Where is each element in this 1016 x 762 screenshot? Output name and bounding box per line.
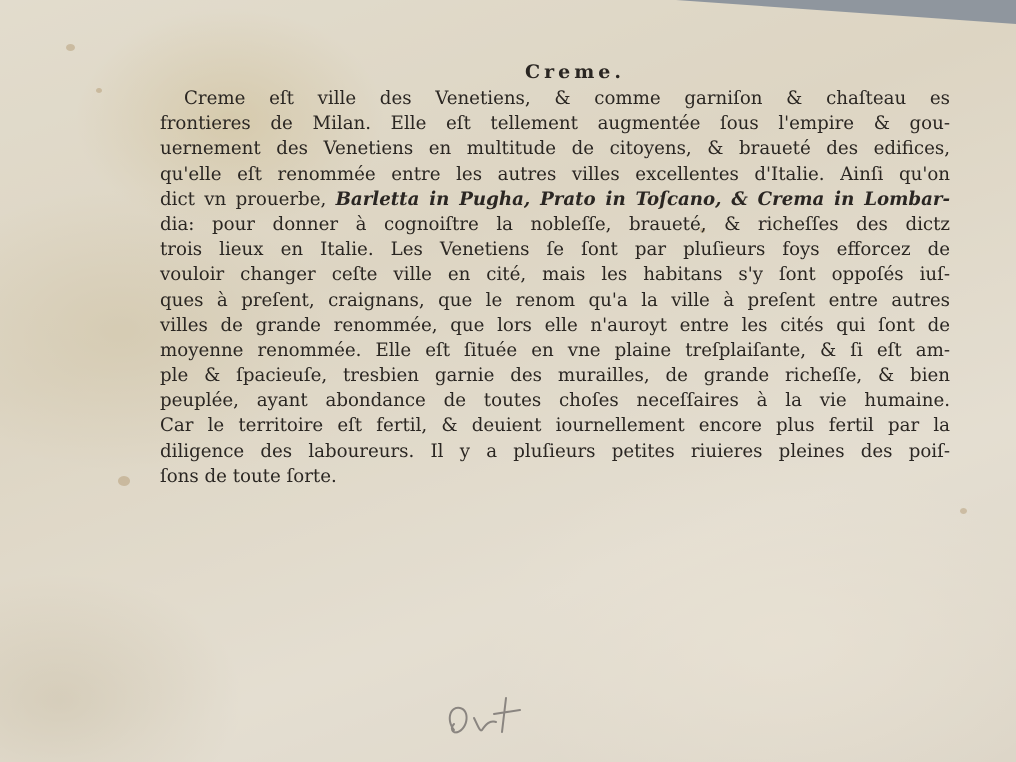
- text-line: villes de grande renommée, que lors elle n'auroyt entre les cités qui ſont de: [160, 314, 950, 336]
- text-line-proverb: [160, 187, 950, 212]
- foxing-spot: [96, 88, 102, 93]
- text-line: ques à preſent, craignans, que le renom qu'a la ville à preſent entre autres: [160, 289, 950, 311]
- page-heading: Creme.: [524, 61, 626, 83]
- foxing-spot: [960, 508, 967, 514]
- foxing-spot: [118, 476, 130, 486]
- text-line: moyenne renommée. Elle eſt ſituée en vne plaine treſplaiſante, & ſi eſt am-: [160, 339, 950, 361]
- text-line: dia: pour donner à cognoiſtre la nobleſſe, braueté, & richeſſes des dictz: [160, 213, 950, 235]
- proverb-italic: Barletta in Pugha, Prato in Toſcano, & Crema in Lombar-: [335, 188, 950, 210]
- text-line: ſons de toute ſorte.: [160, 465, 337, 487]
- pencil-mark: [440, 692, 530, 742]
- text-line: trois lieux en Italie. Les Venetiens ſe ſont par pluſieurs foys efforcez de: [160, 239, 950, 261]
- text-line: frontieres de Milan. Elle eſt tellement augmentée ſous l'empire & gou-: [160, 113, 950, 135]
- text-line: Car le territoire eſt fertil, & deuient iournellement encore plus fertil par la: [160, 415, 950, 437]
- text-line: Creme eſt ville des Venetiens, & comme garniſon & chaſteau es: [184, 88, 950, 109]
- text-line: peuplée, ayant abondance de toutes choſes neceſſaires à la vie humaine.: [160, 390, 950, 412]
- text-line: diligence des laboureurs. Il y a pluſieurs petites riuieres pleines des poiſ-: [160, 440, 950, 462]
- text-line: uernement des Venetiens en multitude de citoyens, & braueté des edifices,: [160, 138, 950, 160]
- foxing-spot: [66, 44, 75, 51]
- proverb-lead: dict vn prouerbe,: [160, 188, 336, 210]
- text-line: vouloir changer ceſte ville en cité, mais les habitans s'y ſont oppoſés iuſ-: [160, 264, 950, 286]
- background-corner: [676, 0, 1016, 24]
- text-line: qu'elle eſt renommée entre les autres villes excellentes d'Italie. Ainſi qu'on: [160, 163, 950, 185]
- text-line: ple & ſpacieuſe, tresbien garnie des murailles, de grande richeſſe, & bien: [160, 365, 950, 387]
- text-block: [160, 58, 950, 489]
